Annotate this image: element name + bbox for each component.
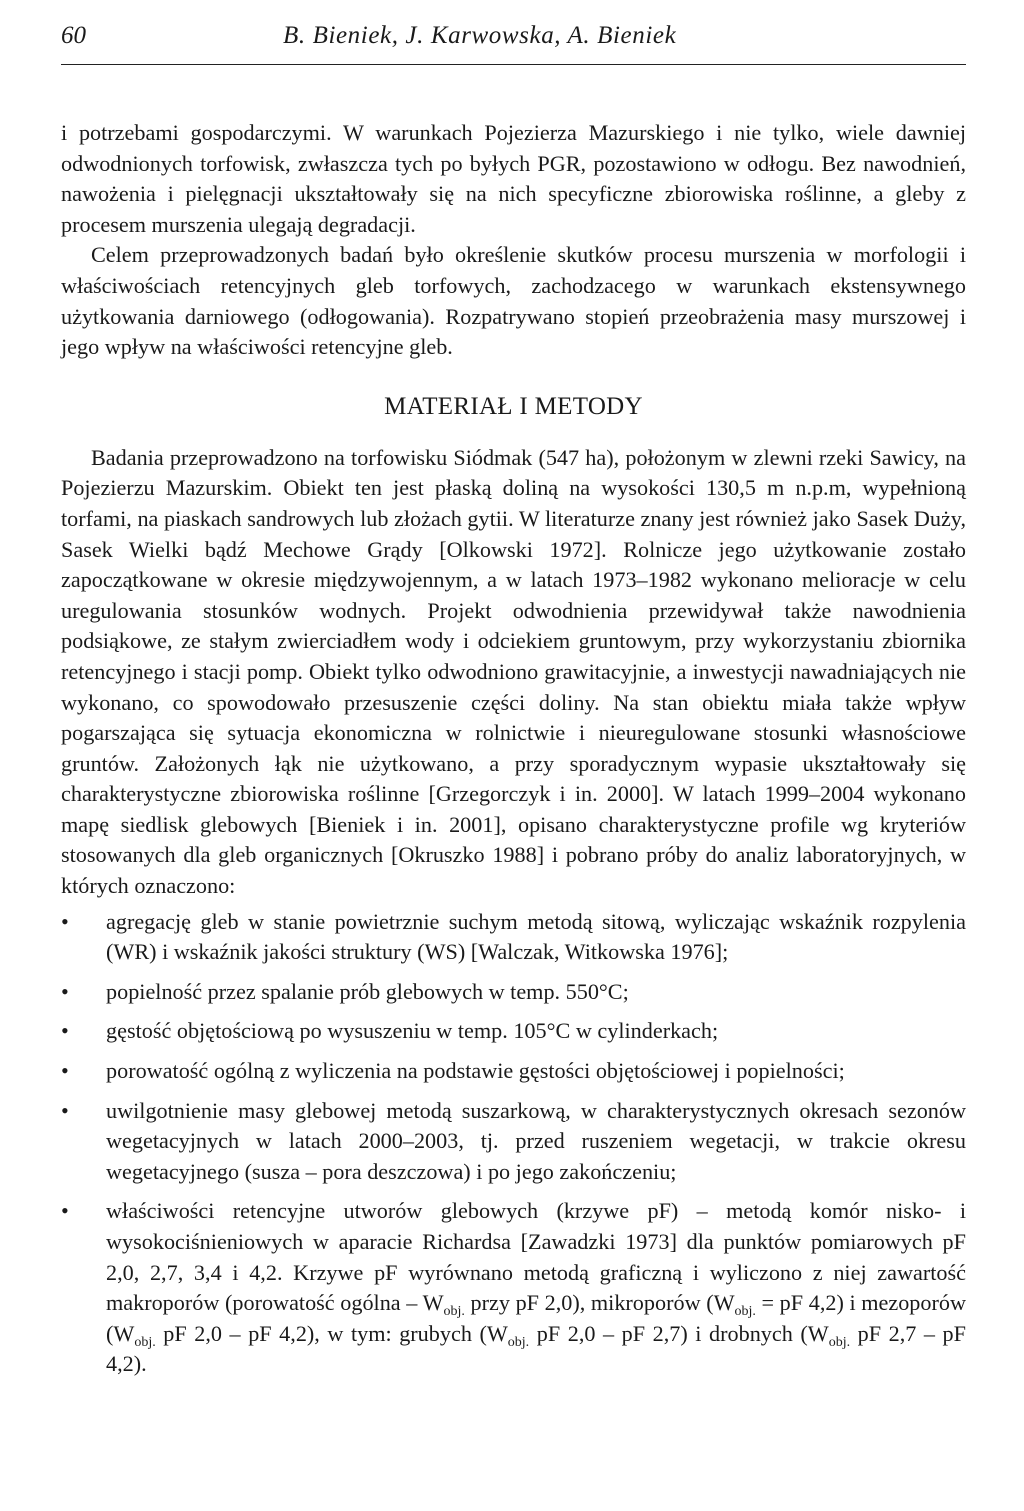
list-item <box>61 1096 966 1188</box>
list-item <box>61 907 966 968</box>
subscript: obj. <box>734 1304 756 1320</box>
text-segment: pF 2,0 – pF 4,2), w tym: grubych (W <box>155 1320 508 1346</box>
list-item-text: porowatość ogólną z wyliczenia na podstawie gęstości objętościowej i popielności; <box>106 1058 845 1084</box>
page-number: 60 <box>61 22 86 49</box>
document-page <box>61 22 966 1389</box>
section-heading-methods: MATERIAŁ I METODY <box>384 392 643 420</box>
list-item-text: gęstość objętościową po wysuszeniu w temp. 105°C w cylinderkach; <box>106 1018 719 1044</box>
list-item <box>61 1056 966 1087</box>
page-header <box>61 22 966 65</box>
retention-text <box>106 1198 966 1376</box>
intro-paragraph-2: Celem przeprowadzonych badań było określenie skutków procesu murszenia w morfologii i właściwościach retencyjnych gleb torfowych, zachodzacego w warunkach ekstensywnego użytkowania darniowego (odłogowania). Rozpatrywano stopień przeobrażenia masy murszowej i jego wpływ na właściwości retencyjne gleb. <box>61 242 966 360</box>
bullet-icon: • <box>61 1058 69 1084</box>
list-item <box>61 977 966 1008</box>
text-segment: pF 2,7 – pF 4,2). <box>106 1320 966 1377</box>
methods-list <box>61 907 966 1380</box>
list-item <box>61 1016 966 1047</box>
subscript: obj. <box>828 1334 851 1350</box>
subscript: obj. <box>507 1334 530 1350</box>
subscript: obj. <box>443 1304 465 1320</box>
intro-paragraph-1: i potrzebami gospodarczymi. W warunkach Pojezierza Mazurskiego i nie tylko, wiele dawniej odwodnionych torfowisk, zwłaszcza tych po byłych PGR, pozostawiono w odłogu. Bez nawodnień, nawożenia i pielęgnacji ukształtowały się na nich specyficzne zbiorowiska roślinne, a gleby z procesem murszenia ulegają degradacji. <box>61 120 966 237</box>
bullet-icon: • <box>61 978 69 1004</box>
bullet-icon: • <box>61 1018 69 1044</box>
list-item-text: agregację gleb w stanie powietrznie suchym metodą sitową, wyliczając wskaźnik rozpylenia (WR) i wskaźnik jakości struktury (WS) [Walczak, Witkowska 1976]; <box>106 908 966 965</box>
bullet-icon: • <box>61 1198 69 1224</box>
text-segment: pF 2,0 – pF 2,7) i drobnych (W <box>529 1320 829 1346</box>
methods-paragraph: Badania przeprowadzono na torfowisku Siódmak (547 ha), położonym w zlewni rzeki Sawicy, na Pojezierzu Mazurskim. Obiekt ten jest płaską doliną na wysokości 130,5 m n.p.m, wypełnioną torfami, na piaskach sandrowych lub złożach gytii. W literaturze znany jest również jako Sasek Duży, Sasek Wielki bądź Mechowe Grądy [Olkowski 1972]. Rolnicze jego użytkowanie zostało zapoczątkowane w okresie międzywojennym, a w latach 1973–1982 wykonano melioracje w celu uregulowania stosunków wodnych. Projekt odwodnienia przewidywał także nawodnienia podsiąkowe, ze stałym zwierciadłem wody i odciekiem gruntowym, przy wykorzystaniu zbiornika retencyjnego i stacji pomp. Obiekt tylko odwodniono grawitacyjnie, a inwestycji nawadniających nie wykonano, co spowodowało przesuszenie części doliny. Na stan obiektu miała także wpływ pogarszająca się sytuacja ekonomiczna w rolnictwie i nieuregulowane stosunki własnościowe gruntów. Założonych łąk nie użytkowano, a przy sporadycznym wypasie ukształtowały się charakterystyczne zbiorowiska roślinne [Grzegorczyk i in. 2000]. W latach 1999–2004 wykonano mapę siedlisk glebowych [Bieniek i in. 2001], opisano charakterystyczne profile wg kryteriów stosowanych dla gleb organicznych [Okruszko 1988] i pobrano próby do analiz laboratoryjnych, w których oznaczono: <box>61 444 966 899</box>
bullet-icon: • <box>61 908 69 934</box>
list-item-text: popielność przez spalanie prób glebowych w temp. 550°C; <box>106 978 629 1004</box>
text-segment: właściwości retencyjne utworów glebowych (krzywe pF) – metodą komór nisko- i wysokociśnieniowych w aparacie Richardsa [Zawadzki 1973] dla punktów pomiarowych pF 2,0, 2,7, 3,4 i 4,2. Krzywe pF wyrównano metodą graficzną i wyliczono z niej zawartość makroporów (porowatość ogólna – W <box>106 1198 966 1316</box>
list-item-retention <box>61 1196 966 1380</box>
running-head-authors: B. Bieniek, J. Karwowska, A. Bieniek <box>283 22 677 49</box>
bullet-icon: • <box>61 1097 69 1123</box>
text-segment: przy pF 2,0), mikroporów (W <box>464 1290 735 1316</box>
body-text <box>61 118 966 1380</box>
subscript: obj. <box>134 1334 156 1350</box>
text-segment: = pF 4,2) i mezoporów (W <box>106 1290 966 1346</box>
list-item-text: uwilgotnienie masy glebowej metodą suszarkową, w charakterystycznych okresach sezonów wegetacyjnych w latach 2000–2003, tj. przed ruszeniem wegetacji, w trakcie okresu wegetacyjnego (susza – pora deszczowa) i po jego zakończeniu; <box>106 1097 966 1184</box>
